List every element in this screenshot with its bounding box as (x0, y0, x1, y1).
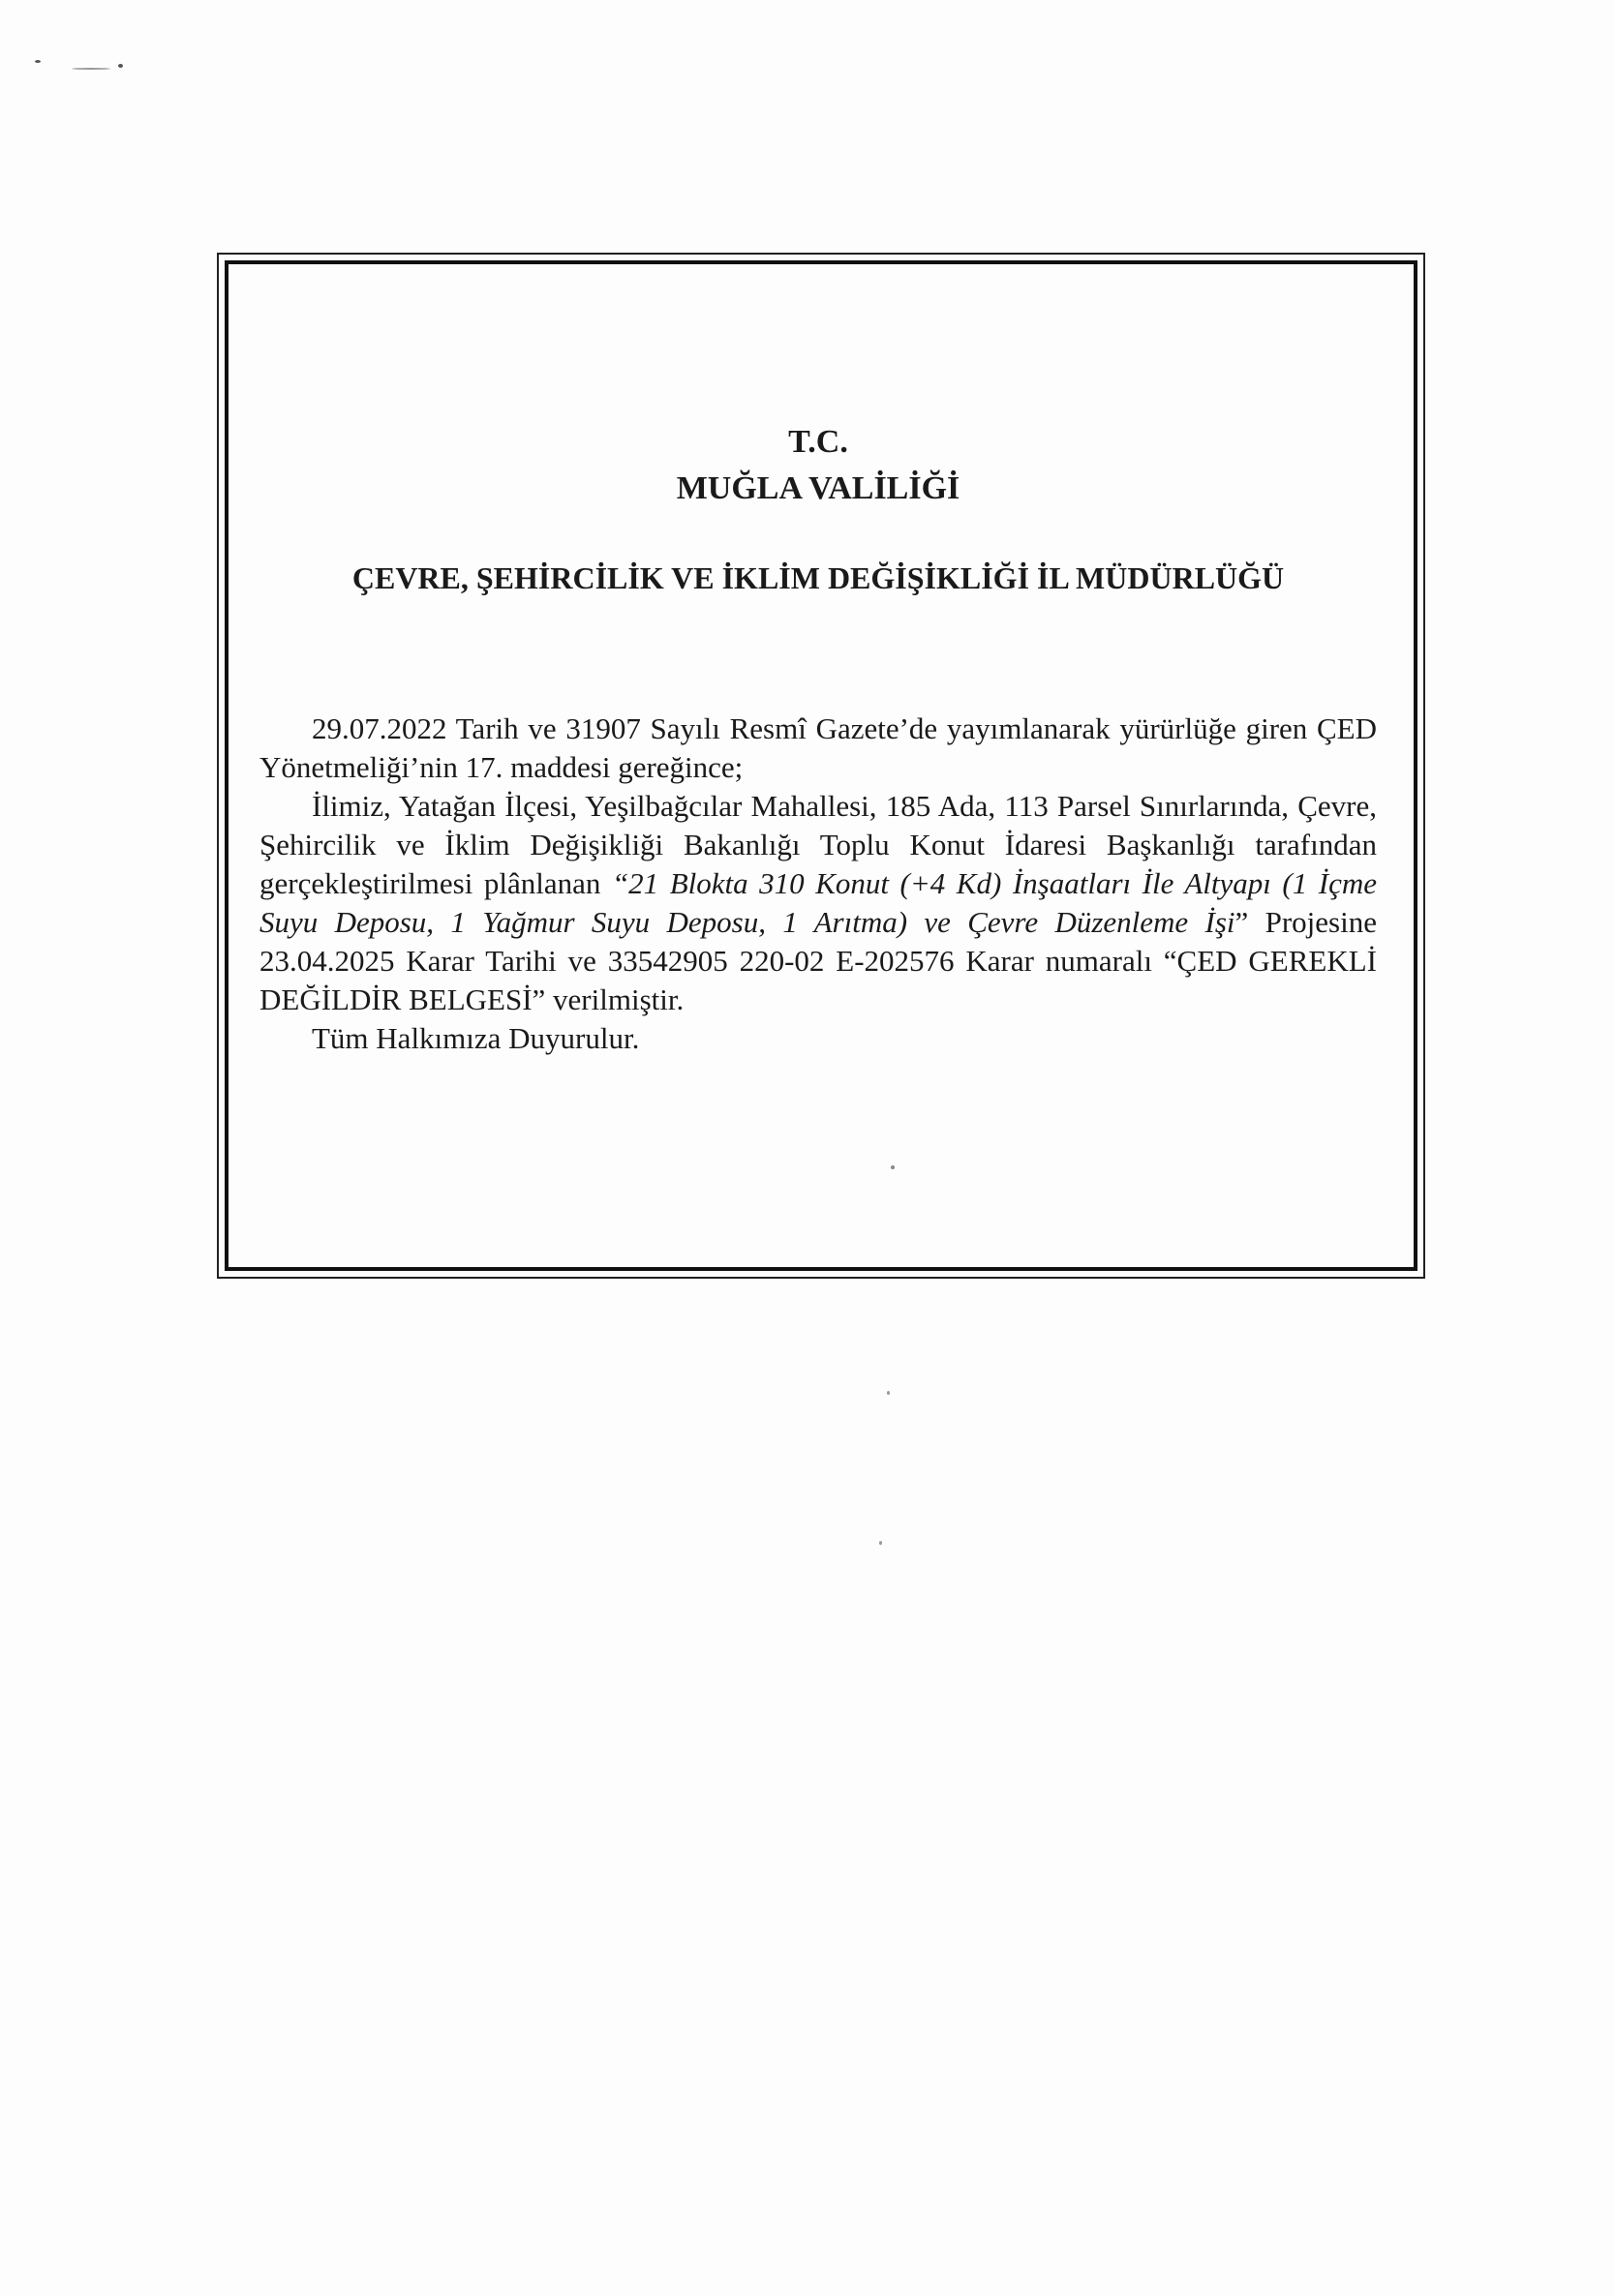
notice-content (259, 419, 1377, 1058)
paragraph-announcement: Tüm Halkımıza Duyurulur. (312, 1021, 640, 1055)
scan-speck (72, 68, 110, 70)
scan-speck (118, 64, 123, 68)
notice-frame (217, 253, 1425, 1279)
scan-speck (35, 60, 41, 63)
notice-frame-inner (225, 260, 1417, 1271)
paragraph-regulation: 29.07.2022 Tarih ve 31907 Sayılı Resmî Gazete’de yayımlanarak yürürlüğe giren ÇED Yönetmeliği’nin 17. maddesi gereğince; (259, 711, 1377, 784)
header-governorship: MUĞLA VALİLİĞİ (676, 470, 960, 506)
header-directorate: ÇEVRE, ŞEHİRCİLİK VE İKLİM DEĞİŞİKLİĞİ İL MÜDÜRLÜĞÜ (351, 560, 1285, 595)
paragraph-project-intro: İlimiz, Yatağan İlçesi, Yeşilbağcılar Mahallesi, 185 Ada, 113 Parsel Sınırlarında, Çevre, Şehircilik ve İklim Değişikliği Bakanlığı Toplu Konut İdaresi Başkanlığı tarafından gerçekleştirilmesi plânlanan (259, 789, 1377, 900)
scan-speck (887, 1391, 890, 1395)
paragraph-project (259, 787, 1377, 1019)
header-tc: T.C. (788, 424, 848, 460)
project-title: “21 Blokta 310 Konut (+4 Kd) İnşaatları İle Altyapı (1 İçme Suyu Deposu, 1 Yağmur Suyu Deposu, 1 Arıtma) ve Çevre Düzenleme İşi (259, 866, 1377, 939)
paragraph-project-decision: ” Projesine 23.04.2025 Karar Tarihi ve 33542905 220-02 E-202576 Karar numaralı “ÇED GEREKLİ DEĞİLDİR BELGESİ” verilmiştir. (259, 905, 1377, 1016)
notice-body (259, 710, 1377, 1058)
scan-speck (879, 1541, 882, 1545)
